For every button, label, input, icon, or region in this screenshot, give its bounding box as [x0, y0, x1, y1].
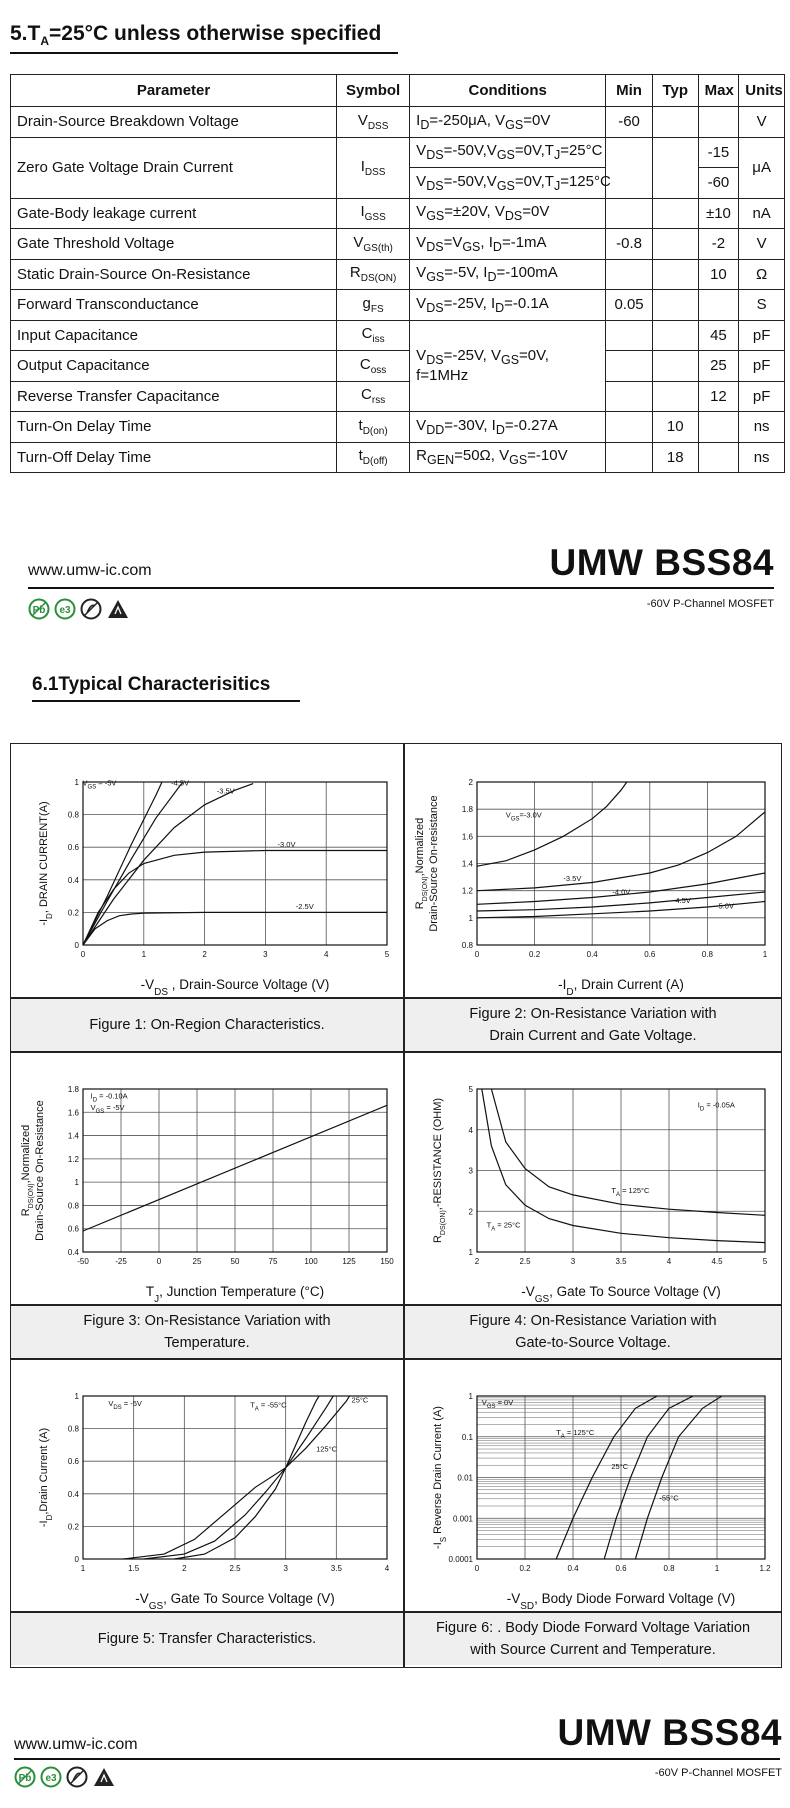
x-tick-label: 4 — [323, 950, 329, 959]
y-tick-label: 0.6 — [67, 1224, 79, 1234]
series-label: -3.5V — [216, 786, 235, 796]
x-tick-label: -25 — [115, 1257, 127, 1266]
series-label: -3.5V — [563, 874, 582, 884]
footer-rule-bottom — [14, 1758, 780, 1760]
max-cell: -2 — [698, 229, 739, 260]
x-tick-label: 0.4 — [586, 950, 598, 959]
chart-annotation: $V_{GS} = -5V$ — [90, 1102, 125, 1115]
x-tick-label: 0 — [474, 950, 480, 959]
condition-cell: $V_{DS}=-50V,V_{GS}=0V,T_J=25^\circ C$ — [410, 137, 606, 168]
x-tick-label: 0 — [80, 950, 86, 959]
y-tick-label: 1.2 — [67, 1154, 79, 1164]
x-tick-label: -50 — [77, 1257, 89, 1266]
figure-caption — [405, 1306, 781, 1358]
y-tick-label: 0.4 — [67, 1489, 79, 1499]
condition-cell: $V_{GS}=-5V$, $I_D=-100mA$ — [410, 259, 606, 290]
x-tick-label: 100 — [304, 1257, 318, 1266]
series-label: $T_A = 125^\circ C$ — [556, 1428, 595, 1441]
y-tick-label: 1.2 — [461, 886, 473, 896]
compliance-icons-bottom — [14, 1766, 116, 1793]
typ-cell — [652, 381, 698, 412]
table-row — [11, 412, 785, 443]
col-header-units: Units — [739, 75, 785, 107]
series-line — [482, 1089, 765, 1243]
param-cell: Gate Threshold Voltage — [11, 229, 337, 260]
x-tick-label: 2 — [474, 1257, 480, 1266]
y-tick-label: 0.01 — [457, 1473, 473, 1483]
y-tick-label: 1.8 — [461, 805, 473, 815]
y-axis-label-line2: Drain-Source On-Resistance — [34, 1100, 46, 1241]
x-tick-label: 0.6 — [644, 950, 656, 959]
svg-text:e3: e3 — [59, 605, 71, 616]
y-tick-label: 0.8 — [67, 1424, 79, 1434]
series-label: 25°C — [351, 1395, 369, 1405]
typ-cell — [652, 229, 698, 260]
condition-cell: $R_{GEN}=50\Omega$, $V_{GS}=-10V$ — [410, 442, 606, 473]
x-tick-label: 5 — [762, 1257, 768, 1266]
typ-cell: 10 — [652, 412, 698, 443]
caption-line: Gate-to-Source Voltage. — [515, 1334, 671, 1351]
caption-line: Figure 6: . Body Diode Forward Voltage Variation — [435, 1619, 751, 1636]
max-cell: 25 — [698, 351, 739, 382]
table-row — [11, 198, 785, 229]
y-tick-label: 1 — [74, 1392, 79, 1401]
caption-line: Figure 3: On-Resistance Variation with — [83, 1312, 331, 1329]
x-tick-label: 125 — [342, 1257, 356, 1266]
col-header-symbol: Symbol — [337, 75, 410, 107]
x-tick-label: 0.4 — [567, 1564, 579, 1573]
series-label: $T_A = -55^\circ C$ — [250, 1400, 287, 1413]
caption-line: Drain Current and Gate Voltage. — [489, 1027, 697, 1044]
y-tick-label: 2 — [468, 778, 473, 787]
x-tick-label: 0.6 — [615, 1564, 627, 1573]
unit-cell: V — [739, 107, 785, 138]
table-row — [11, 381, 785, 412]
svg-text:Pb: Pb — [32, 605, 46, 616]
x-tick-label: 0.2 — [529, 950, 541, 959]
series-label: -5.0V — [716, 901, 734, 911]
symbol-cell: $C_{rss}$ — [337, 381, 410, 412]
param-cell: Drain-Source Breakdown Voltage — [11, 107, 337, 138]
condition-cell: $V_{DD}=-30V$, $I_D=-0.27A$ — [410, 412, 606, 443]
col-header-typ: Typ — [652, 75, 698, 107]
max-cell: ±10 — [698, 198, 739, 229]
x-axis-label: $-V_{SD}$, Body Diode Forward Voltage (V) — [506, 1591, 736, 1611]
x-tick-label: 0 — [156, 1257, 162, 1266]
table-row — [11, 259, 785, 290]
x-axis-label: $-V_{GS}$, Gate To Source Voltage (V) — [135, 1591, 335, 1611]
table-row — [11, 107, 785, 138]
x-tick-label: 0.8 — [701, 950, 713, 959]
unit-cell: ns — [739, 412, 785, 443]
unit-cell: Ω — [739, 259, 785, 290]
y-tick-label: 0.6 — [67, 843, 79, 853]
y-tick-label: 0.2 — [67, 908, 79, 918]
typ-cell — [652, 351, 698, 382]
pb-free-icon — [14, 1766, 36, 1793]
unit-cell: nA — [739, 198, 785, 229]
svg-text:e3: e3 — [45, 1773, 57, 1784]
y-tick-label: 5 — [468, 1085, 473, 1094]
min-cell: -0.8 — [606, 229, 653, 260]
chart-figure-4 — [405, 1051, 781, 1304]
param-cell: Input Capacitance — [11, 320, 337, 351]
table-row — [11, 229, 785, 260]
symbol-cell: $I_{DSS}$ — [337, 137, 410, 198]
x-tick-label: 75 — [268, 1257, 278, 1266]
x-tick-label: 4 — [666, 1257, 672, 1266]
x-tick-label: 1.5 — [128, 1564, 140, 1573]
series-label: 125°C — [316, 1444, 338, 1454]
series-label: -4.5V — [171, 778, 190, 788]
figure-caption — [11, 1306, 403, 1358]
e3-icon — [40, 1766, 62, 1793]
figure-caption — [11, 1613, 403, 1665]
series-label: -55°C — [659, 1493, 679, 1503]
x-tick-label: 0.2 — [519, 1564, 531, 1573]
unit-cell: pF — [739, 381, 785, 412]
symbol-cell: $V_{GS(th)}$ — [337, 229, 410, 260]
table-row — [11, 320, 785, 351]
x-tick-label: 4.5 — [711, 1257, 723, 1266]
condition-cell: $V_{DS}=-25V$, $I_D=-0.1A$ — [410, 290, 606, 321]
series-label: -4.5V — [672, 895, 691, 905]
chart-annotation: $I_D = -0.05A$ — [697, 1100, 735, 1113]
x-tick-label: 3 — [263, 950, 268, 959]
symbol-cell: $C_{oss}$ — [337, 351, 410, 382]
section-5-title: $5.T_A=25^\circ C$ unless otherwise specified — [10, 22, 382, 49]
symbol-cell: $C_{iss}$ — [337, 320, 410, 351]
min-cell — [606, 259, 653, 290]
x-tick-label: 2 — [182, 1564, 187, 1573]
series-label: -3.0V — [277, 840, 296, 850]
x-axis-label: $-V_{GS}$, Gate To Source Voltage (V) — [521, 1284, 721, 1304]
y-tick-label: 0.6 — [67, 1457, 79, 1467]
param-cell: Turn-Off Delay Time — [11, 442, 337, 473]
y-tick-label: 0.2 — [67, 1522, 79, 1532]
chart-figure-6 — [405, 1358, 781, 1611]
y-tick-label: 0.001 — [452, 1514, 473, 1524]
unit-cell: ns — [739, 442, 785, 473]
figure-caption — [11, 999, 403, 1051]
caption-line: with Source Current and Temperature. — [470, 1641, 716, 1658]
unit-cell: pF — [739, 351, 785, 382]
typ-cell — [652, 320, 698, 351]
table-row — [11, 442, 785, 473]
param-cell: Zero Gate Voltage Drain Current — [11, 137, 337, 198]
brand-title: UMW BSS84 — [549, 542, 774, 583]
series-label: -2.5V — [295, 902, 314, 912]
footer-url[interactable]: www.umw-ic.com — [28, 562, 152, 579]
col-header-max: Max — [698, 75, 739, 107]
caption-line: Figure 5: Transfer Characteristics. — [97, 1630, 317, 1647]
caption-line: Figure 1: On-Region Characteristics. — [89, 1016, 325, 1033]
param-cell: Static Drain-Source On-Resistance — [11, 259, 337, 290]
figure-caption — [405, 999, 781, 1051]
chart-annotation: $I_D = -0.10A$ — [90, 1091, 128, 1104]
caption-line: Figure 2: On-Resistance Variation with — [469, 1005, 717, 1022]
x-tick-label: 1 — [80, 1564, 86, 1573]
max-cell: -15 — [698, 137, 739, 168]
unit-cell: V — [739, 229, 785, 260]
min-cell — [606, 320, 653, 351]
y-tick-label: 1 — [74, 1178, 79, 1188]
caption-line: Figure 4: On-Resistance Variation with — [469, 1312, 717, 1329]
min-cell: 0.05 — [606, 290, 653, 321]
max-cell: 12 — [698, 381, 739, 412]
chart-figure-1 — [11, 744, 403, 997]
series-label: $V_{GS}=-3.0V$ — [505, 810, 542, 823]
y-tick-label: 0.4 — [67, 1248, 79, 1257]
y-tick-label: 1 — [468, 1392, 473, 1401]
section-6-underline — [32, 700, 300, 702]
series-label: -4.0V — [612, 887, 631, 897]
x-tick-label: 3.5 — [330, 1564, 342, 1573]
section-6-title: 6.1Typical Characterisitics — [32, 674, 271, 695]
symbol-cell: $t_{D(off)}$ — [337, 442, 410, 473]
series-line — [83, 912, 387, 945]
series-line — [124, 1396, 350, 1559]
y-axis-label: $-I_S$ Reverse Drain Current (A) — [432, 1406, 448, 1549]
max-cell — [698, 290, 739, 321]
x-axis-label: $-V_{DS}$ , Drain-Source Voltage (V) — [140, 977, 330, 997]
symbol-cell: $I_{GSS}$ — [337, 198, 410, 229]
no-halogen-icon — [66, 1766, 88, 1793]
max-cell — [698, 412, 739, 443]
condition-cell: $V_{DS}=-25V$, $V_{GS}=0V$, f=1MHz — [410, 320, 606, 412]
symbol-cell: $t_{D(on)}$ — [337, 412, 410, 443]
min-cell — [606, 137, 653, 198]
max-cell: -60 — [698, 168, 739, 199]
typical-characteristics-grid — [10, 743, 782, 1668]
min-cell: -60 — [606, 107, 653, 138]
y-axis-label: $R_{DS(ON)}$,-RESISTANCE (OHM) — [432, 1097, 447, 1244]
param-cell: Reverse Transfer Capacitance — [11, 381, 337, 412]
param-cell: Output Capacitance — [11, 351, 337, 382]
typ-cell — [652, 198, 698, 229]
chart-figure-2 — [405, 744, 781, 997]
esd-warning-icon — [92, 1766, 116, 1793]
max-cell — [698, 442, 739, 473]
min-cell — [606, 198, 653, 229]
x-tick-label: 1 — [762, 950, 768, 959]
y-tick-label: 1.4 — [461, 859, 473, 869]
x-tick-label: 0 — [474, 1564, 480, 1573]
x-axis-label: $T_J$, Junction Temperature (°C) — [145, 1284, 325, 1304]
series-label: $V_{GS} = -5V$ — [82, 778, 117, 791]
col-header-min: Min — [606, 75, 653, 107]
param-cell: Gate-Body leakage current — [11, 198, 337, 229]
table-row — [11, 137, 785, 168]
symbol-cell: $V_{DSS}$ — [337, 107, 410, 138]
unit-cell: μA — [739, 137, 785, 198]
figure-caption — [405, 1613, 781, 1665]
chart-annotation: $V_{GS} = 0V$ — [481, 1398, 514, 1411]
condition-cell: $V_{GS}=\pm 20V$, $V_{DS}=0V$ — [410, 198, 606, 229]
y-tick-label: 1.8 — [67, 1085, 79, 1094]
symbol-cell: $g_{FS}$ — [337, 290, 410, 321]
max-cell: 45 — [698, 320, 739, 351]
x-tick-label: 3 — [570, 1257, 576, 1266]
y-axis-label: $R_{DS(ON)},Normalized$ — [414, 817, 429, 910]
max-cell: 10 — [698, 259, 739, 290]
y-tick-label: 0.0001 — [448, 1555, 473, 1564]
y-tick-label: 1.4 — [67, 1131, 79, 1141]
series-line — [83, 782, 183, 945]
y-tick-label: 1 — [74, 778, 79, 787]
condition-cell: $I_D=-250\mu A$, $V_{GS}=0V$ — [410, 107, 606, 138]
typ-cell: 18 — [652, 442, 698, 473]
min-cell — [606, 381, 653, 412]
x-tick-label: 0.8 — [663, 1564, 675, 1573]
pb-free-icon — [28, 598, 50, 625]
param-cell: Turn-On Delay Time — [11, 412, 337, 443]
caption-line: Temperature. — [164, 1334, 250, 1351]
y-axis-label: $-I_D,Drain$ Current (A) — [38, 1427, 54, 1528]
x-tick-label: 3 — [283, 1564, 288, 1573]
series-label: $T_A = 25^\circ C$ — [486, 1220, 521, 1233]
x-tick-label: 3.5 — [615, 1257, 627, 1266]
esd-warning-icon — [106, 598, 130, 625]
e3-icon — [54, 598, 76, 625]
x-tick-label: 1 — [714, 1564, 720, 1573]
y-axis-label: $-I_D$, DRAIN CURRENT(A) — [38, 801, 54, 926]
footer-url-bottom[interactable]: www.umw-ic.com — [14, 1736, 138, 1753]
brand-title-bottom: UMW BSS84 — [557, 1712, 782, 1753]
min-cell — [606, 442, 653, 473]
col-header-parameter: Parameter — [11, 75, 337, 107]
series-line — [477, 782, 627, 866]
y-tick-label: 1.6 — [461, 832, 473, 842]
x-tick-label: 5 — [384, 950, 390, 959]
brand-subtitle: -60V P-Channel MOSFET — [646, 598, 774, 610]
y-tick-label: 2 — [468, 1207, 473, 1217]
y-tick-label: 0 — [74, 941, 79, 950]
x-tick-label: 1.2 — [759, 1564, 771, 1573]
y-tick-label: 0.8 — [461, 941, 473, 950]
x-tick-label: 2.5 — [519, 1257, 531, 1266]
electrical-characteristics-table — [10, 74, 785, 473]
x-tick-label: 2 — [202, 950, 207, 959]
table-row — [11, 290, 785, 321]
condition-cell: $V_{DS}=-50V,V_{GS}=0V,T_J=125^\circ C$ — [410, 168, 606, 199]
y-tick-label: 0 — [74, 1555, 79, 1564]
y-axis-label-line2: Drain-Source On-resistance — [428, 795, 440, 932]
param-cell: Forward Transconductance — [11, 290, 337, 321]
y-axis-label: $R_{DS(ON)},Normalized$ — [20, 1124, 35, 1217]
unit-cell: pF — [739, 320, 785, 351]
max-cell — [698, 107, 739, 138]
y-tick-label: 0.1 — [461, 1432, 473, 1442]
x-axis-label: $-I_D$, Drain Current (A) — [558, 977, 684, 997]
y-tick-label: 1 — [468, 913, 473, 923]
y-tick-label: 1 — [468, 1248, 473, 1257]
x-tick-label: 50 — [230, 1257, 240, 1266]
x-tick-label: 25 — [192, 1257, 202, 1266]
y-tick-label: 0.8 — [67, 1201, 79, 1211]
series-line — [174, 1396, 319, 1559]
footer-rule — [28, 587, 774, 589]
typ-cell — [652, 107, 698, 138]
min-cell — [606, 412, 653, 443]
y-tick-label: 0.8 — [67, 810, 79, 820]
typ-cell — [652, 259, 698, 290]
condition-cell: $V_{DS}=V_{GS}$, $I_D=-1mA$ — [410, 229, 606, 260]
x-tick-label: 2.5 — [229, 1564, 241, 1573]
table-row — [11, 351, 785, 382]
y-tick-label: 4 — [468, 1125, 473, 1135]
chart-annotation: $V_{DS} = -5V$ — [108, 1398, 142, 1411]
min-cell — [606, 351, 653, 382]
chart-figure-3 — [11, 1051, 403, 1304]
title-underline — [10, 52, 398, 54]
x-tick-label: 4 — [384, 1564, 390, 1573]
typ-cell — [652, 290, 698, 321]
brand-subtitle-bottom: -60V P-Channel MOSFET — [654, 1767, 782, 1779]
x-tick-label: 150 — [380, 1257, 394, 1266]
chart-figure-5 — [11, 1358, 403, 1611]
symbol-cell: $R_{DS(ON)}$ — [337, 259, 410, 290]
series-label: 25°C — [611, 1462, 629, 1472]
y-tick-label: 1.6 — [67, 1108, 79, 1118]
x-tick-label: 1 — [141, 950, 147, 959]
series-line — [477, 812, 765, 891]
typ-cell — [652, 137, 698, 198]
series-label: $T_A = 125^\circ C$ — [611, 1185, 650, 1198]
no-halogen-icon — [80, 598, 102, 625]
svg-text:Pb: Pb — [18, 1773, 32, 1784]
col-header-conditions: Conditions — [410, 75, 606, 107]
unit-cell: S — [739, 290, 785, 321]
compliance-icons — [28, 598, 130, 625]
y-tick-label: 3 — [468, 1166, 473, 1176]
series-line — [83, 784, 253, 945]
y-tick-label: 0.4 — [67, 875, 79, 885]
